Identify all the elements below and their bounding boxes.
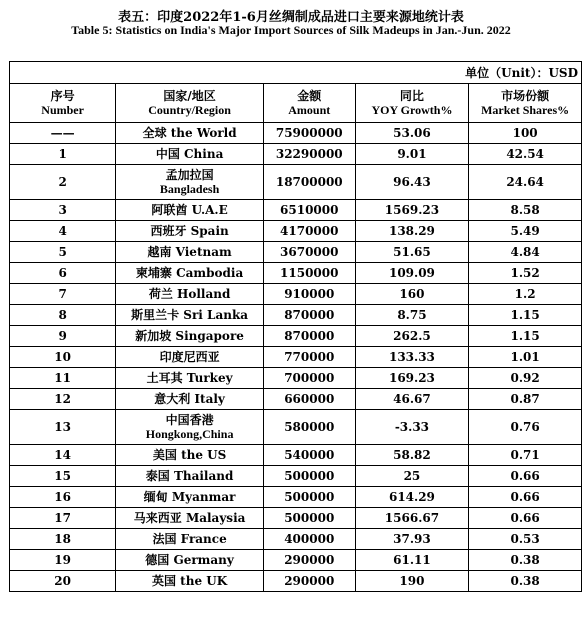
table-row xyxy=(10,508,582,529)
cell-yoy: 37.93 xyxy=(355,529,469,550)
table-row xyxy=(10,368,582,389)
header-share xyxy=(469,84,582,123)
header-country-en: Country/Region xyxy=(148,103,231,117)
cell-yoy: 1569.23 xyxy=(355,200,469,221)
cell-amount: 500000 xyxy=(263,508,355,529)
cell-amount: 660000 xyxy=(263,389,355,410)
table-row xyxy=(10,165,582,200)
cell-yoy: 25 xyxy=(355,466,469,487)
table-title-chinese: 表五：印度2022年1-6月丝绸制成品进口主要来源地统计表 xyxy=(118,10,464,25)
cell-share: 5.49 xyxy=(469,221,582,242)
cell-country: 德国 Germany xyxy=(116,550,264,571)
table-row xyxy=(10,144,582,165)
cell-country: 西班牙 Spain xyxy=(116,221,264,242)
cell-number: 12 xyxy=(10,389,116,410)
cell-share: 1.15 xyxy=(469,305,582,326)
cell-share: 1.15 xyxy=(469,326,582,347)
cell-share: 0.66 xyxy=(469,466,582,487)
cell-country xyxy=(116,410,264,445)
cell-number: 6 xyxy=(10,263,116,284)
table-row xyxy=(10,263,582,284)
header-amount-en: Amount xyxy=(288,103,331,117)
cell-yoy: 8.75 xyxy=(355,305,469,326)
cell-country: 中国 China xyxy=(116,144,264,165)
cell-country: 缅甸 Myanmar xyxy=(116,487,264,508)
cell-country: 意大利 Italy xyxy=(116,389,264,410)
cell-amount: 18700000 xyxy=(263,165,355,200)
cell-country: 新加坡 Singapore xyxy=(116,326,264,347)
cell-amount: 870000 xyxy=(263,305,355,326)
cell-country-line1: 中国香港 xyxy=(165,413,214,427)
header-row xyxy=(10,84,582,123)
cell-number: 19 xyxy=(10,550,116,571)
cell-share: 4.84 xyxy=(469,242,582,263)
cell-country-line1: 孟加拉国 xyxy=(165,168,214,182)
cell-country: 印度尼西亚 xyxy=(116,347,264,368)
cell-amount: 6510000 xyxy=(263,200,355,221)
cell-country: 阿联酋 U.A.E xyxy=(116,200,264,221)
cell-yoy: 1566.67 xyxy=(355,508,469,529)
table-row xyxy=(10,347,582,368)
cell-number: 5 xyxy=(10,242,116,263)
cell-share: 8.58 xyxy=(469,200,582,221)
table-row xyxy=(10,305,582,326)
cell-yoy: -3.33 xyxy=(355,410,469,445)
cell-country: 越南 Vietnam xyxy=(116,242,264,263)
cell-country: 马来西亚 Malaysia xyxy=(116,508,264,529)
table-title-english: Table 5: Statistics on India's Major Import Sources of Silk Madeups in Jan.-Jun. 2022 xyxy=(71,23,511,37)
cell-share: 0.38 xyxy=(469,571,582,592)
cell-amount: 32290000 xyxy=(263,144,355,165)
cell-amount: 3670000 xyxy=(263,242,355,263)
header-yoy-en: YOY Growth% xyxy=(371,103,453,117)
cell-country-line2: Hongkong,China xyxy=(145,427,234,441)
cell-number: —— xyxy=(10,123,116,144)
cell-amount: 700000 xyxy=(263,368,355,389)
table-row xyxy=(10,221,582,242)
cell-yoy: 58.82 xyxy=(355,445,469,466)
cell-amount: 290000 xyxy=(263,571,355,592)
table-row xyxy=(10,529,582,550)
cell-share: 1.2 xyxy=(469,284,582,305)
cell-yoy: 51.65 xyxy=(355,242,469,263)
unit-row xyxy=(10,62,582,84)
cell-number: 17 xyxy=(10,508,116,529)
cell-number: 7 xyxy=(10,284,116,305)
cell-amount: 75900000 xyxy=(263,123,355,144)
cell-number: 9 xyxy=(10,326,116,347)
cell-amount: 770000 xyxy=(263,347,355,368)
cell-share: 0.53 xyxy=(469,529,582,550)
import-sources-table xyxy=(9,61,582,592)
cell-yoy: 160 xyxy=(355,284,469,305)
cell-country: 英国 the UK xyxy=(116,571,264,592)
header-number-cn: 序号 xyxy=(50,89,75,103)
cell-country: 土耳其 Turkey xyxy=(116,368,264,389)
header-amount-cn: 金额 xyxy=(297,89,322,103)
cell-yoy: 262.5 xyxy=(355,326,469,347)
cell-number: 2 xyxy=(10,165,116,200)
cell-number: 20 xyxy=(10,571,116,592)
cell-amount: 400000 xyxy=(263,529,355,550)
cell-share: 0.38 xyxy=(469,550,582,571)
cell-share: 24.64 xyxy=(469,165,582,200)
cell-yoy: 53.06 xyxy=(355,123,469,144)
cell-yoy: 169.23 xyxy=(355,368,469,389)
table-row xyxy=(10,410,582,445)
cell-yoy: 138.29 xyxy=(355,221,469,242)
cell-country: 泰国 Thailand xyxy=(116,466,264,487)
cell-share: 42.54 xyxy=(469,144,582,165)
cell-country: 斯里兰卡 Sri Lanka xyxy=(116,305,264,326)
header-yoy-cn: 同比 xyxy=(399,89,424,103)
cell-amount: 1150000 xyxy=(263,263,355,284)
cell-number: 14 xyxy=(10,445,116,466)
cell-amount: 500000 xyxy=(263,466,355,487)
cell-yoy: 96.43 xyxy=(355,165,469,200)
header-yoy xyxy=(355,84,469,123)
cell-share: 1.52 xyxy=(469,263,582,284)
header-number xyxy=(10,84,116,123)
header-share-en: Market Shares% xyxy=(481,103,570,117)
cell-number: 16 xyxy=(10,487,116,508)
cell-number: 4 xyxy=(10,221,116,242)
table-row xyxy=(10,466,582,487)
cell-share: 0.66 xyxy=(469,508,582,529)
cell-number: 3 xyxy=(10,200,116,221)
table-row xyxy=(10,326,582,347)
cell-share: 0.92 xyxy=(469,368,582,389)
cell-yoy: 9.01 xyxy=(355,144,469,165)
header-number-en: Number xyxy=(41,103,84,117)
header-country-cn: 国家/地区 xyxy=(163,89,216,103)
cell-country: 美国 the US xyxy=(116,445,264,466)
cell-yoy: 614.29 xyxy=(355,487,469,508)
cell-yoy: 61.11 xyxy=(355,550,469,571)
cell-country: 法国 France xyxy=(116,529,264,550)
cell-amount: 540000 xyxy=(263,445,355,466)
cell-country: 荷兰 Holland xyxy=(116,284,264,305)
cell-share: 1.01 xyxy=(469,347,582,368)
cell-number: 11 xyxy=(10,368,116,389)
cell-amount: 500000 xyxy=(263,487,355,508)
cell-country: 柬埔寨 Cambodia xyxy=(116,263,264,284)
header-share-cn: 市场份额 xyxy=(501,89,550,103)
table-row xyxy=(10,284,582,305)
cell-number: 18 xyxy=(10,529,116,550)
cell-yoy: 133.33 xyxy=(355,347,469,368)
table-row xyxy=(10,445,582,466)
cell-yoy: 190 xyxy=(355,571,469,592)
cell-country: 全球 the World xyxy=(116,123,264,144)
unit-label: 单位（Unit）：USD xyxy=(10,62,582,84)
cell-share: 0.71 xyxy=(469,445,582,466)
cell-country xyxy=(116,165,264,200)
cell-number: 15 xyxy=(10,466,116,487)
cell-amount: 870000 xyxy=(263,326,355,347)
table-row xyxy=(10,389,582,410)
cell-amount: 290000 xyxy=(263,550,355,571)
cell-share: 0.66 xyxy=(469,487,582,508)
cell-number: 13 xyxy=(10,410,116,445)
table-row xyxy=(10,487,582,508)
cell-amount: 580000 xyxy=(263,410,355,445)
cell-share: 0.87 xyxy=(469,389,582,410)
header-amount xyxy=(263,84,355,123)
cell-number: 8 xyxy=(10,305,116,326)
cell-number: 10 xyxy=(10,347,116,368)
cell-share: 100 xyxy=(469,123,582,144)
table-row xyxy=(10,571,582,592)
table-row xyxy=(10,123,582,144)
cell-yoy: 46.67 xyxy=(355,389,469,410)
table-row xyxy=(10,200,582,221)
table-row xyxy=(10,242,582,263)
cell-yoy: 109.09 xyxy=(355,263,469,284)
header-country xyxy=(116,84,264,123)
cell-country-line2: Bangladesh xyxy=(159,182,220,196)
cell-number: 1 xyxy=(10,144,116,165)
table-row xyxy=(10,550,582,571)
cell-amount: 910000 xyxy=(263,284,355,305)
cell-amount: 4170000 xyxy=(263,221,355,242)
cell-share: 0.76 xyxy=(469,410,582,445)
